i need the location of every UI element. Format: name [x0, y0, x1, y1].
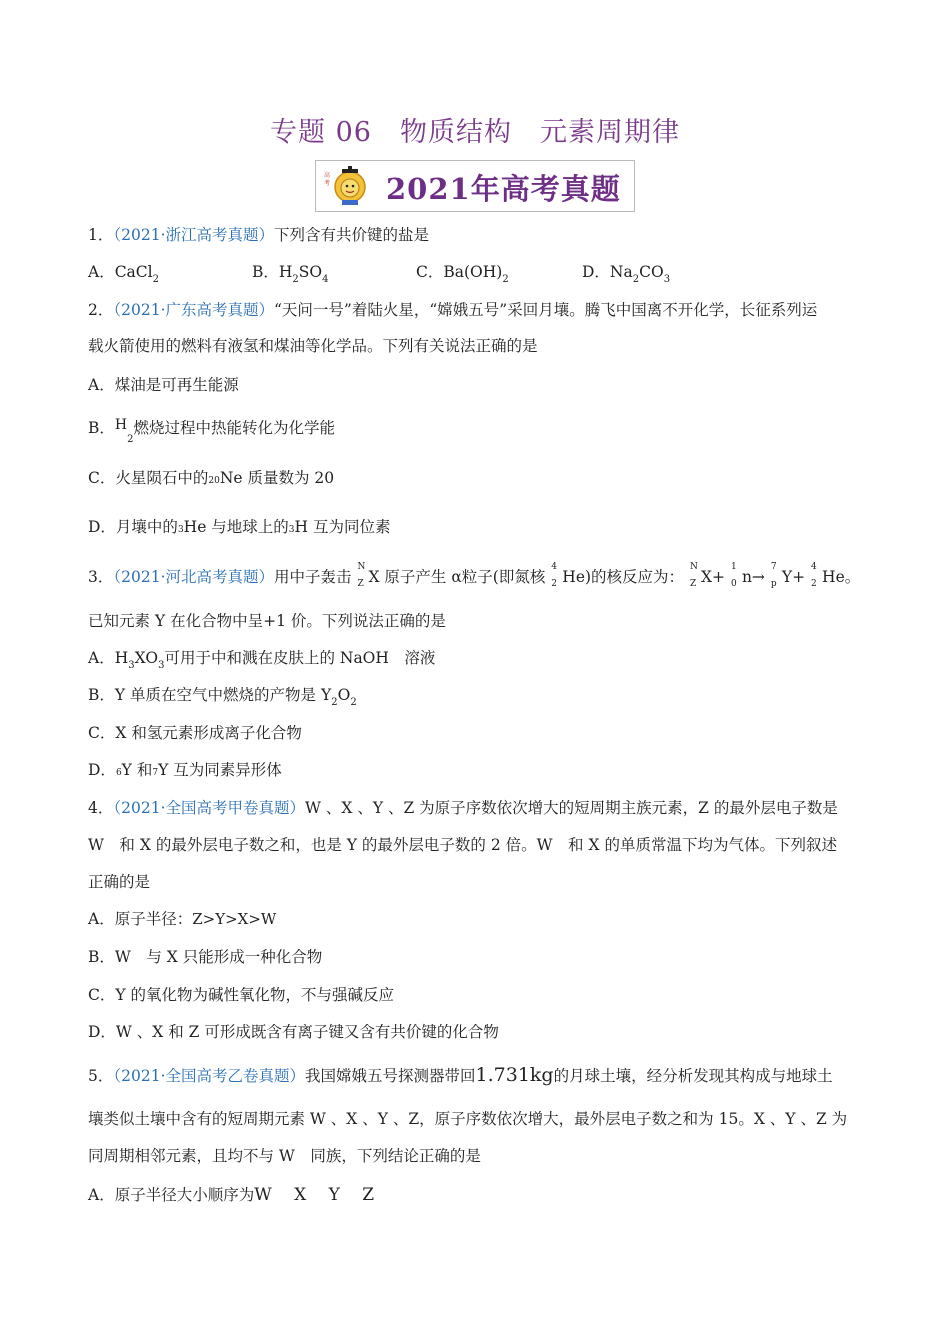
option-4d: D．W 、X 和 Z 可形成既含有离子键又含有共价键的化合物: [88, 1023, 499, 1041]
option-1d: D．$Na_2CO_3$: [582, 263, 671, 285]
banner-text: 2021年高考真题: [386, 172, 621, 206]
option-4c: C．Y 的氧化物为碱性氧化物，不与强碱反应: [88, 986, 395, 1004]
option-1c: C．$Ba(OH)_2$: [416, 263, 509, 285]
question-3-stem-line2: 已知元素 Y 在化合物中呈+1 价。下列说法正确的是: [88, 612, 446, 630]
question-source: （2021·河北高考真题）: [113, 568, 274, 586]
option-3d: D．6Y 和7Y 互为同素异形体: [88, 761, 282, 779]
page-title: 专题 06 物质结构 元素周期律: [270, 117, 680, 148]
question-5-stem-line3: 同周期相邻元素，且均不与 W 同族，下列结论正确的是: [88, 1147, 481, 1165]
svg-text:考: 考: [324, 180, 331, 187]
question-source: （2021·广东高考真题）: [113, 301, 274, 319]
lion-mascot-icon: [322, 165, 368, 207]
question-2-stem: 2．（2021·广东高考真题）“天问一号”着陆火星，“嫦娥五号”采回月壤。腾飞中国离不开化学，长征系列运: [88, 301, 818, 319]
option-3b: B．Y 单质在空气中燃烧的产物是 $Y_2O_2$: [88, 686, 357, 708]
option-2d: D．月壤中的3He 与地球上的3H 互为同位素: [88, 518, 391, 536]
year-banner: [315, 160, 635, 212]
option-3c: C．X 和氢元素形成离子化合物: [88, 724, 302, 742]
question-2-stem-line2: 载火箭使用的燃料有液氢和煤油等化学品。下列有关说法正确的是: [88, 337, 538, 355]
question-source: （2021·浙江高考真题）: [113, 226, 274, 244]
option-2b: B．$H_2$燃烧过程中热能转化为化学能: [88, 417, 335, 445]
question-5-stem: 5．（2021·全国高考乙卷真题）我国嫦娥五号探测器带回1.731kg的月球土壤，经分析发现其构成与地球土: [88, 1064, 833, 1086]
option-5a: A．原子半径大小顺序为W X Y Z: [88, 1185, 375, 1205]
question-5-stem-line2: 壤类似土壤中含有的短周期元素 W 、X 、Y 、Z，原子序数依次增大，最外层电子数之和为 15。X 、Y 、Z 为: [88, 1110, 848, 1128]
question-1-stem: 1．（2021·浙江高考真题）下列含有共价键的盐是: [88, 226, 430, 244]
question-source: （2021·全国高考乙卷真题）: [113, 1067, 305, 1085]
option-2c: C．火星陨石中的20Ne 质量数为 20: [88, 469, 335, 487]
question-4-stem: 4．（2021·全国高考甲卷真题）W 、X 、Y 、Z 为原子序数依次增大的短周期主族元素，Z 的最外层电子数是: [88, 799, 838, 817]
question-4-stem-line2: W 和 X 的最外层电子数之和，也是 Y 的最外层电子数的 2 倍。W 和 X 的单质常温下均为气体。下列叙述: [88, 836, 837, 854]
option-1a: A．CaCl$_2$: [88, 263, 159, 285]
question-source: （2021·全国高考甲卷真题）: [113, 799, 305, 817]
option-1b: B．$H_2SO_4$: [252, 263, 329, 285]
option-3a: A．$H_3XO_3$可用于中和溅在皮肤上的 NaOH 溶液: [88, 649, 436, 671]
option-4b: B．W 与 X 只能形成一种化合物: [88, 948, 323, 966]
question-3-stem: 3．（2021·河北高考真题）用中子轰击 N Z X 原子产生 α粒子(即氮核 4 2 He)的核反应为： N Z X+ 1 0 n→ 7 p Y+ 4 2 He。: [88, 562, 861, 589]
option-2a: A．煤油是可再生能源: [88, 376, 239, 394]
question-4-stem-line3: 正确的是: [88, 873, 151, 891]
svg-text:高: 高: [324, 172, 331, 179]
option-4a: A．原子半径：Z>Y>X>W: [88, 910, 277, 928]
